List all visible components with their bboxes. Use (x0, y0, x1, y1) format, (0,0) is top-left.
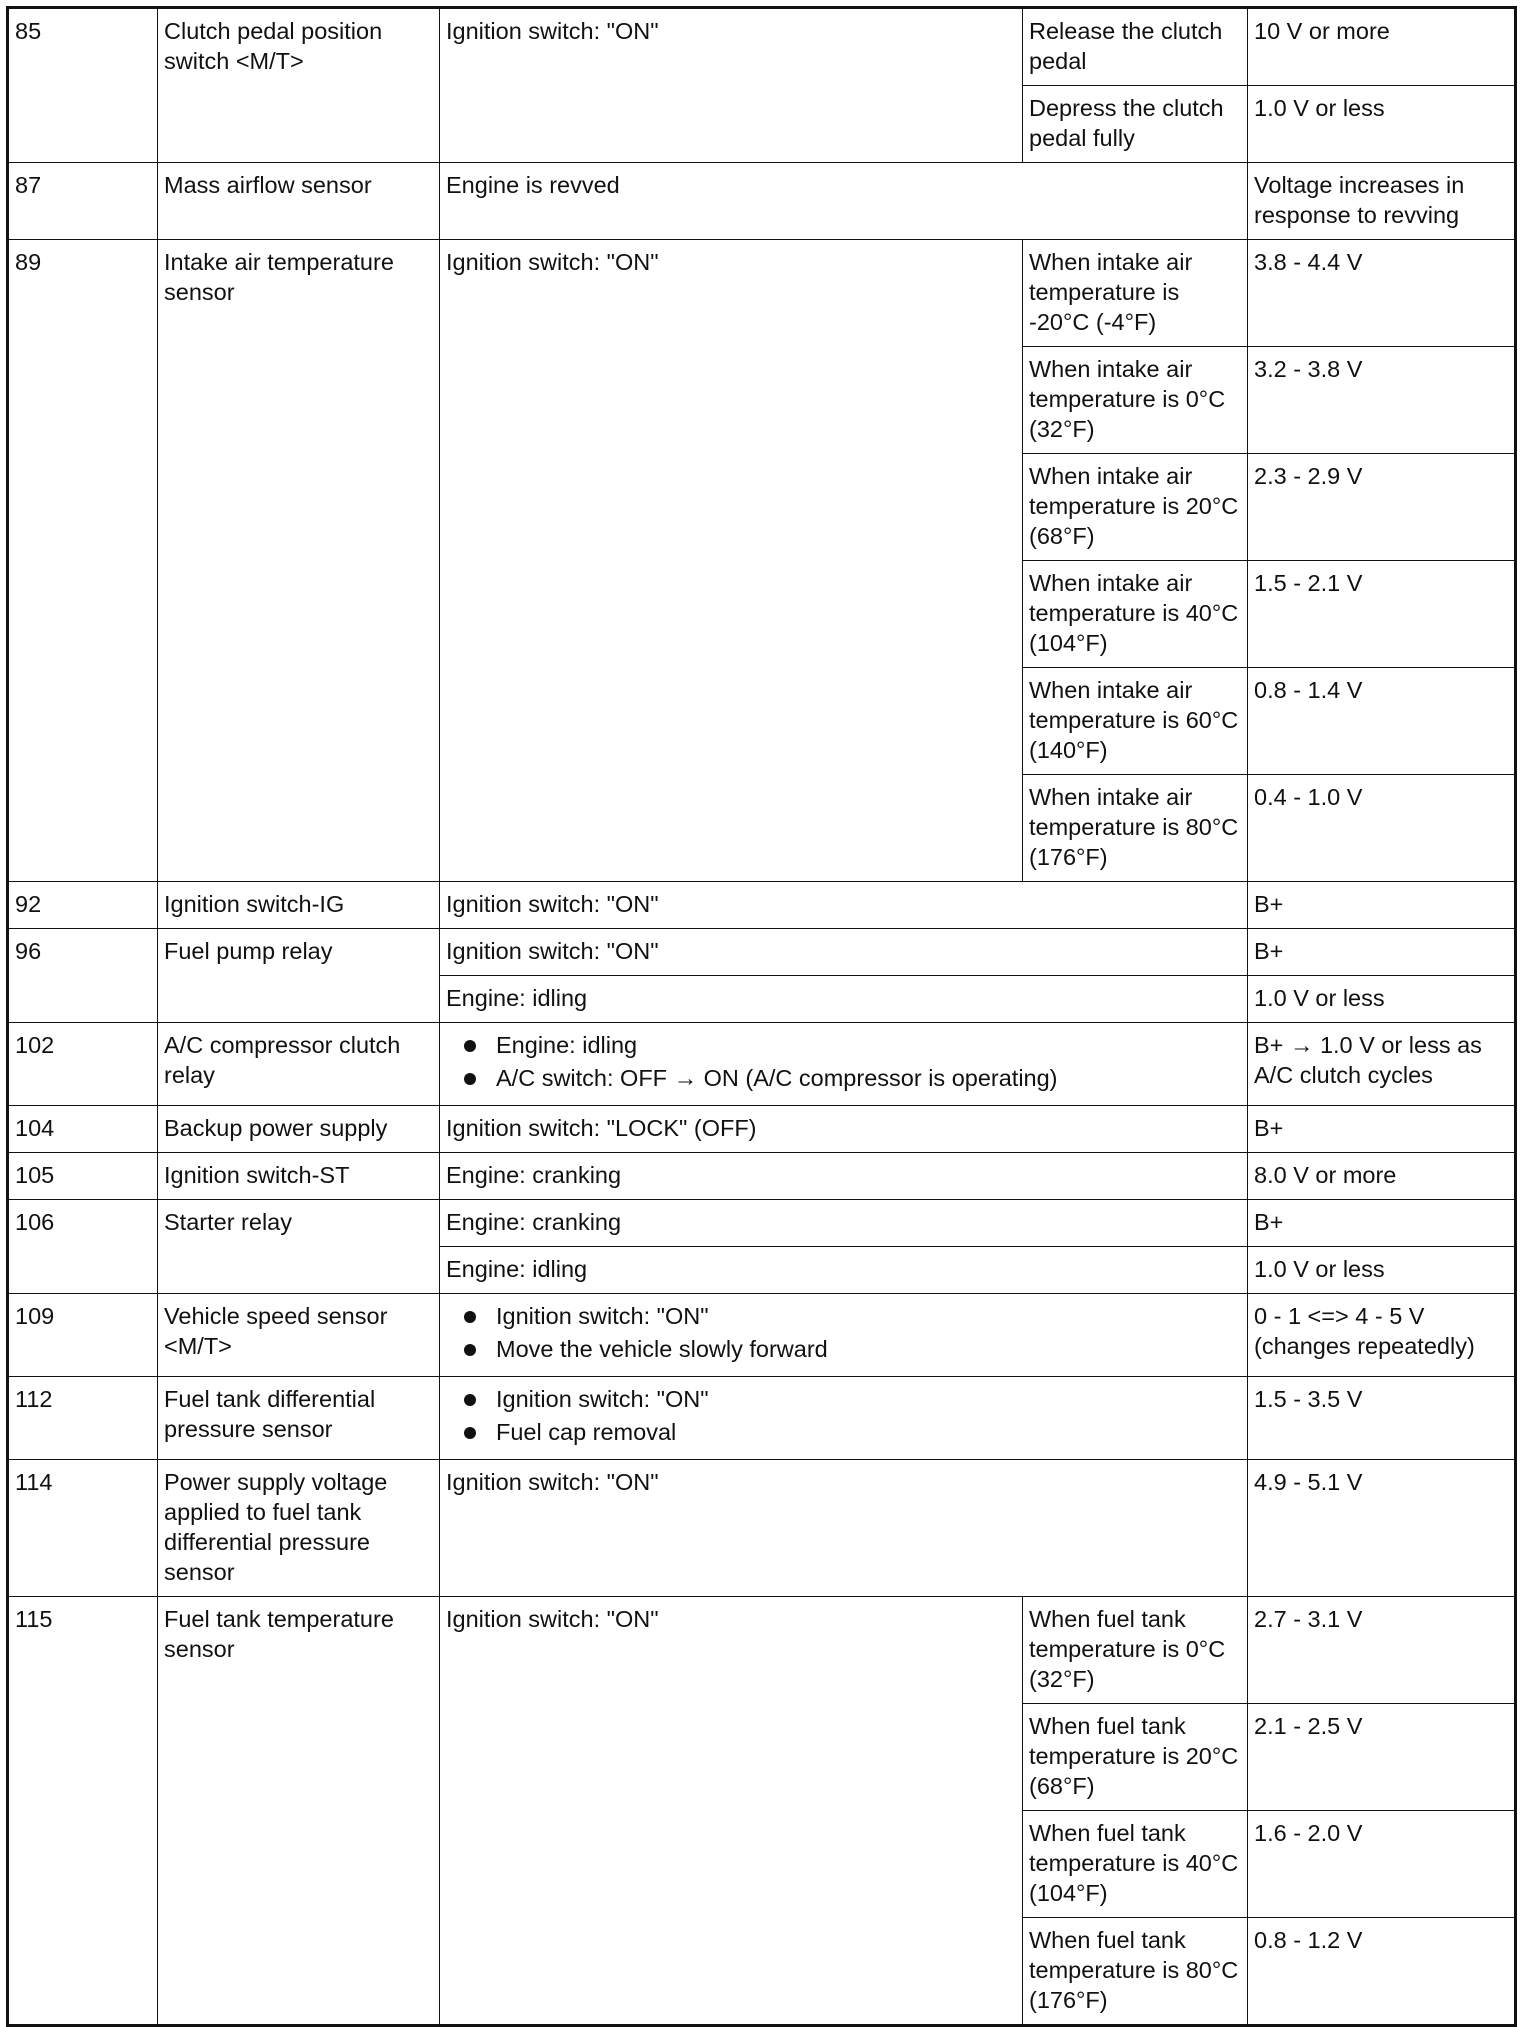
sub-condition: When intake air temperature is 20°C (68°F) (1023, 454, 1248, 561)
sub-condition: When intake air temperature is 80°C (176°F) (1023, 775, 1248, 882)
signal-name: Power supply voltage applied to fuel tank differential pressure sensor (158, 1460, 440, 1597)
sub-condition: When fuel tank temperature is 40°C (104°F) (1023, 1811, 1248, 1918)
terminal-no: 92 (8, 882, 158, 929)
terminal-no: 106 (8, 1200, 158, 1294)
normal-condition: 0.8 - 1.2 V (1248, 1918, 1516, 2026)
normal-condition: 2.1 - 2.5 V (1248, 1704, 1516, 1811)
normal-condition: 0.8 - 1.4 V (1248, 668, 1516, 775)
normal-condition: 3.8 - 4.4 V (1248, 240, 1516, 347)
condition-bullet: Move the vehicle slowly forward (446, 1334, 1241, 1364)
normal-condition: B+ → 1.0 V or less as A/C clutch cycles (1248, 1023, 1516, 1106)
signal-name: Mass airflow sensor (158, 163, 440, 240)
check-condition: Engine is revved (440, 163, 1248, 240)
sub-condition: Release the clutch pedal (1023, 8, 1248, 86)
normal-condition: 2.3 - 2.9 V (1248, 454, 1516, 561)
normal-condition: 1.5 - 3.5 V (1248, 1377, 1516, 1460)
table-row-105 (8, 1153, 1516, 1200)
check-condition: Ignition switch: "ON" (440, 240, 1023, 882)
condition-bullet: Engine: idling (446, 1030, 1241, 1060)
normal-condition: 8.0 V or more (1248, 1153, 1516, 1200)
terminal-no: 114 (8, 1460, 158, 1597)
check-condition: Engine: idling (440, 1247, 1248, 1294)
terminal-no: 105 (8, 1153, 158, 1200)
sub-condition: When intake air temperature is 0°C (32°F) (1023, 347, 1248, 454)
normal-condition: 0 - 1 <=> 4 - 5 V (changes repeatedly) (1248, 1294, 1516, 1377)
normal-condition: 2.7 - 3.1 V (1248, 1597, 1516, 1704)
sub-condition: When fuel tank temperature is 80°C (176°F) (1023, 1918, 1248, 2026)
sub-condition: When fuel tank temperature is 20°C (68°F) (1023, 1704, 1248, 1811)
terminal-no: 96 (8, 929, 158, 1023)
condition-bullet: A/C switch: OFF → ON (A/C compressor is operating) (446, 1063, 1241, 1093)
table-row-115 (8, 1597, 1516, 1704)
signal-name: Ignition switch-IG (158, 882, 440, 929)
signal-name: Fuel tank temperature sensor (158, 1597, 440, 2026)
table-row-106 (8, 1200, 1516, 1247)
normal-condition: 4.9 - 5.1 V (1248, 1460, 1516, 1597)
terminal-no: 102 (8, 1023, 158, 1106)
normal-condition: 1.0 V or less (1248, 1247, 1516, 1294)
terminal-no: 104 (8, 1106, 158, 1153)
signal-name: Fuel tank differential pressure sensor (158, 1377, 440, 1460)
signal-name: Backup power supply (158, 1106, 440, 1153)
terminal-no: 85 (8, 8, 158, 163)
table-row-114 (8, 1460, 1516, 1597)
check-condition-list (440, 1294, 1248, 1377)
signal-name: Clutch pedal position switch <M/T> (158, 8, 440, 163)
signal-name: Fuel pump relay (158, 929, 440, 1023)
signal-name: Intake air temperature sensor (158, 240, 440, 882)
normal-condition: B+ (1248, 929, 1516, 976)
normal-condition: B+ (1248, 1200, 1516, 1247)
normal-condition: 1.0 V or less (1248, 976, 1516, 1023)
condition-bullet: Ignition switch: "ON" (446, 1301, 1241, 1331)
normal-condition: B+ (1248, 882, 1516, 929)
sub-condition: When intake air temperature is -20°C (-4°F) (1023, 240, 1248, 347)
terminal-voltage-table (6, 6, 1517, 2027)
terminal-voltage-table-wrapper (6, 6, 1517, 2027)
check-condition: Ignition switch: "ON" (440, 929, 1248, 976)
signal-name: Starter relay (158, 1200, 440, 1294)
terminal-no: 109 (8, 1294, 158, 1377)
sub-condition: When fuel tank temperature is 0°C (32°F) (1023, 1597, 1248, 1704)
terminal-no: 89 (8, 240, 158, 882)
normal-condition: 0.4 - 1.0 V (1248, 775, 1516, 882)
normal-condition: 3.2 - 3.8 V (1248, 347, 1516, 454)
table-row-102 (8, 1023, 1516, 1106)
signal-name: Vehicle speed sensor <M/T> (158, 1294, 440, 1377)
sub-condition: When intake air temperature is 60°C (140°F) (1023, 668, 1248, 775)
normal-condition: 1.0 V or less (1248, 86, 1516, 163)
table-row-92 (8, 882, 1516, 929)
terminal-no: 87 (8, 163, 158, 240)
check-condition: Ignition switch: "ON" (440, 8, 1023, 163)
table-row-104 (8, 1106, 1516, 1153)
check-condition: Engine: cranking (440, 1200, 1248, 1247)
normal-condition: 1.5 - 2.1 V (1248, 561, 1516, 668)
table-row-85 (8, 8, 1516, 86)
normal-condition: Voltage increases in response to revving (1248, 163, 1516, 240)
check-condition-list (440, 1023, 1248, 1106)
check-condition: Ignition switch: "ON" (440, 882, 1248, 929)
check-condition: Engine: cranking (440, 1153, 1248, 1200)
condition-bullet: Fuel cap removal (446, 1417, 1241, 1447)
table-row-89 (8, 240, 1516, 347)
check-condition: Ignition switch: "ON" (440, 1597, 1023, 2026)
check-condition: Ignition switch: "ON" (440, 1460, 1248, 1597)
table-row-112 (8, 1377, 1516, 1460)
normal-condition: 1.6 - 2.0 V (1248, 1811, 1516, 1918)
normal-condition: B+ (1248, 1106, 1516, 1153)
terminal-no: 115 (8, 1597, 158, 2026)
signal-name: A/C compressor clutch relay (158, 1023, 440, 1106)
table-row-87 (8, 163, 1516, 240)
sub-condition: When intake air temperature is 40°C (104°F) (1023, 561, 1248, 668)
check-condition: Ignition switch: "LOCK" (OFF) (440, 1106, 1248, 1153)
check-condition: Engine: idling (440, 976, 1248, 1023)
normal-condition: 10 V or more (1248, 8, 1516, 86)
condition-bullet: Ignition switch: "ON" (446, 1384, 1241, 1414)
check-condition-list (440, 1377, 1248, 1460)
table-row-96 (8, 929, 1516, 976)
sub-condition: Depress the clutch pedal fully (1023, 86, 1248, 163)
table-row-109 (8, 1294, 1516, 1377)
signal-name: Ignition switch-ST (158, 1153, 440, 1200)
terminal-no: 112 (8, 1377, 158, 1460)
